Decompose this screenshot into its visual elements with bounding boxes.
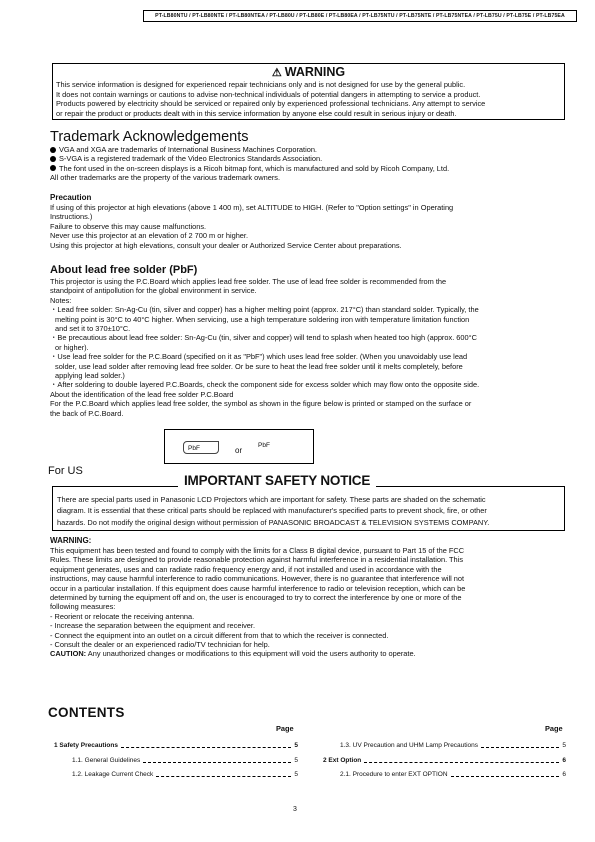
toc-entry-enter-ext-option[interactable]: 2.1. Procedure to enter EXT OPTION 6 bbox=[340, 771, 566, 778]
fcc-caution-label: CAUTION: bbox=[50, 649, 87, 659]
precaution-title: Precaution bbox=[50, 193, 92, 202]
warning-line: or repair the product or products dealt with in this service information by anyone else could result in serious injury or death. bbox=[56, 108, 457, 118]
lead-free-title: About lead free solder (PbF) bbox=[50, 264, 198, 276]
precaution-line: Instructions.) bbox=[50, 212, 93, 222]
toc-entry-leakage-current-check[interactable]: 1.2. Leakage Current Check 5 bbox=[72, 771, 298, 778]
lead-free-note: applying lead solder.) bbox=[55, 371, 125, 381]
toc-entry-safety-precautions[interactable]: 1 Safety Precautions 5 bbox=[54, 742, 298, 749]
safety-notice-line: There are special parts used in Panasonic LCD Projectors which are important for safety. These parts are shaded on the schematic bbox=[57, 495, 486, 504]
fcc-caution-text: Any unauthorized changes or modifications to this equipment will void the users authority to operate. bbox=[86, 649, 416, 659]
lead-free-outro: About the identification of the lead free solder P.C.Board bbox=[50, 389, 234, 399]
lead-free-intro: This projector is using the P.C.Board which applies lead free solder. The use of lead free solder is recommended from the bbox=[50, 277, 447, 286]
fcc-warning-section bbox=[50, 536, 570, 659]
lead-free-note: ・Lead free solder: Sn-Ag-Cu (tin, silver and copper) has a higher melting point (approx. 217°C) than standard solder. Typically, the bbox=[50, 305, 479, 315]
pbf-stamp-mark: PbF bbox=[183, 441, 219, 454]
toc-entry-uv-precaution[interactable]: 1.3. UV Precaution and UHM Lamp Precautions 5 bbox=[340, 742, 566, 749]
precaution-line: Never use this projector at an elevation of 2 700 m or higher. bbox=[50, 231, 249, 241]
safety-notice-line: hazards. Do not modify the original design without permission of PANASONIC BROADCAST & TELEVISION SYSTEMS COMPANY. bbox=[57, 517, 490, 527]
bullet-dot-icon bbox=[50, 156, 56, 162]
warning-heading bbox=[56, 65, 561, 80]
toc-leader bbox=[451, 776, 560, 777]
for-us-heading: For US bbox=[48, 465, 83, 477]
page-number: 3 bbox=[293, 806, 297, 813]
lead-free-note: solder, use lead solder after removing lead free solder. Or be sure to heat the lead free solder until it melts completely, before bbox=[55, 361, 463, 371]
fcc-line: - Reorient or relocate the receiving antenna. bbox=[50, 611, 195, 621]
toc-leader bbox=[156, 776, 291, 777]
toc-entry-ext-option[interactable]: 2 Ext Option 6 bbox=[323, 757, 566, 764]
fcc-line: - Increase the separation between the equipment and receiver. bbox=[50, 621, 256, 631]
bullet-dot-icon bbox=[50, 147, 56, 153]
model-list-header: PT-LB80NTU / PT-LB80NTE / PT-LB80NTEA / PT-LB80U / PT-LB80E / PT-LB80EA / PT-LB75NTU / PT-LB75NTE / PT-LB75NTEA / PT-LB75U / PT-LB75E / PT-LB75EA bbox=[143, 10, 577, 22]
fcc-line: equipment generates, uses and can radiate radio frequency energy and, if not installed and used in accordance with the bbox=[50, 564, 442, 574]
bullet-dot-icon bbox=[50, 165, 56, 171]
trademark-bullet: S-VGA is a registered trademark of the Video Electronics Standards Association. bbox=[50, 154, 570, 163]
fcc-warning-title: WARNING: bbox=[50, 536, 92, 545]
fcc-line: This equipment has been tested and found to comply with the limits for a Class B digital device, pursuant to Part 15 of the FCC bbox=[50, 546, 465, 555]
toc-leader bbox=[364, 762, 559, 763]
lead-free-outro: For the P.C.Board which applies lead free solder, the symbol as shown in the figure below is printed or stamped on the surface or bbox=[50, 399, 472, 409]
lead-free-note: ・Be precautious about lead free solder: Sn-Ag-Cu (tin, silver and copper) will tend to splash when heated too high (approx. 600°C bbox=[50, 333, 477, 343]
trademark-title: Trademark Acknowledgements bbox=[50, 129, 249, 145]
toc-entry-general-guidelines[interactable]: 1.1. General Guidelines 5 bbox=[72, 757, 298, 764]
lead-free-note: or higher). bbox=[55, 342, 89, 352]
precaution-line: Failure to observe this may cause malfunctions. bbox=[50, 221, 207, 231]
fcc-line: occur in a particular installation. If this equipment does cause harmful interference to radio or television reception, which can be bbox=[50, 583, 466, 593]
lead-free-note: and set it to 370±10°C. bbox=[55, 324, 131, 334]
trademark-footer: All other trademarks are the property of the various trademark owners. bbox=[50, 173, 281, 183]
safety-notice-title: IMPORTANT SAFETY NOTICE bbox=[178, 472, 376, 490]
lead-free-note: ・Use lead free solder for the P.C.Board (specified on it as "PbF") which uses lead free solder. (When you unavoidably use lead bbox=[50, 352, 468, 362]
trademark-bullet: The font used in the on-screen displays is a Ricoh bitmap font, which is manufactured and sold by Ricoh Company, Ltd. bbox=[50, 164, 570, 173]
warning-triangle-icon: ⚠ bbox=[271, 67, 282, 79]
fcc-line: following measures: bbox=[50, 602, 116, 612]
lead-free-section bbox=[50, 264, 570, 418]
safety-notice-line: diagram. It is essential that these critical parts should be replaced with manufacturer's specified parts to prevent shock, fire, or other bbox=[57, 506, 487, 516]
lead-free-notes-label: Notes: bbox=[50, 295, 72, 305]
trademark-bullet: VGA and XGA are trademarks of International Business Machines Corporation. bbox=[50, 145, 570, 154]
pbf-or-text: or bbox=[235, 446, 243, 455]
warning-line: This service information is designed for experienced repair technicians only and is not designed for use by the general public. bbox=[56, 80, 466, 89]
fcc-line: - Connect the equipment into an outlet on a circuit different from that to which the receiver is connected. bbox=[50, 630, 389, 640]
trademark-section bbox=[50, 130, 570, 183]
contents-title: CONTENTS bbox=[48, 705, 125, 720]
pbf-plain-mark: PbF bbox=[258, 442, 270, 449]
pbf-symbol-figure bbox=[164, 429, 314, 464]
lead-free-outro: the back of P.C.Board. bbox=[50, 408, 124, 418]
warning-line: Products powered by electricity should be serviced or repaired only by experienced professional technicians. Any attempt to service bbox=[56, 99, 486, 109]
safety-notice-box bbox=[52, 486, 565, 531]
toc-page-label-left: Page bbox=[276, 724, 294, 733]
lead-free-note: ・After soldering to double layered P.C.Boards, check the component side for excess solder which may flow onto the opposite side. bbox=[50, 380, 480, 390]
lead-free-note: melting point is 30°C to 40°C higher. When servicing, use a high temperature soldering iron with temperature limitation function bbox=[55, 314, 470, 324]
precaution-line: If using of this projector at high elevations (above 1 400 m), set ALTITUDE to HIGH. (Refer to "Option settings" in Operating bbox=[50, 203, 454, 212]
fcc-line: instructions, may cause harmful interference to radio communications. However, there is no guarantee that interference will not bbox=[50, 574, 465, 584]
toc-leader bbox=[121, 747, 291, 748]
fcc-line: - Consult the dealer or an experienced radio/TV technician for help. bbox=[50, 640, 270, 650]
toc-page-label-right: Page bbox=[545, 724, 563, 733]
toc-leader bbox=[481, 747, 559, 748]
lead-free-intro: standpoint of antipollution for the global environment in service. bbox=[50, 286, 257, 296]
warning-box bbox=[52, 63, 565, 120]
warning-title: WARNING bbox=[284, 65, 346, 79]
precaution-line: Using this projector at high elevations, consult your dealer or Authorized Service Center about preparations. bbox=[50, 240, 402, 250]
fcc-line: determined by turning the equipment off and on, the user is encouraged to try to correct the interference by one or more of the bbox=[50, 593, 462, 603]
precaution-section bbox=[50, 193, 570, 250]
fcc-line: Rules. These limits are designed to provide reasonable protection against harmful interference in a residential installation. This bbox=[50, 555, 464, 565]
fcc-caution bbox=[50, 649, 570, 658]
warning-line: It does not contain warnings or cautions to advise non-technical individuals of potential dangers in attempting to service a product. bbox=[56, 89, 481, 99]
toc-leader bbox=[143, 762, 291, 763]
